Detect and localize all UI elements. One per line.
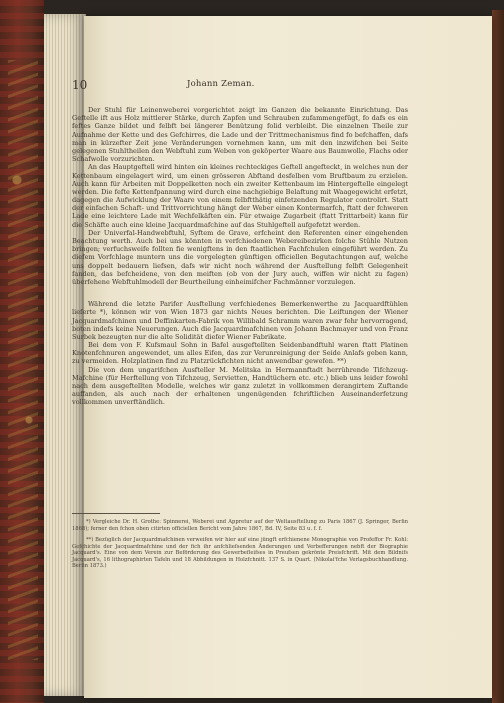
page-number: 10 xyxy=(72,78,88,92)
opposite-cover-edge xyxy=(492,10,504,703)
paragraph: Bei dem von F. Kufsmaul Sohn in Bafel ausgeftellten Seidenbandftuhl waren ftatt Platinen Knotenfchnuren angewendet, um alles Eifen, das zur Verunreinigung der Seide Anlafs geben kann, zu vermeiden. Holzplatinen find zu Platzrückfichten nicht anwendbar gewefen. **) xyxy=(72,341,408,366)
running-head: Johann Zeman. xyxy=(187,79,255,89)
paragraph: An das Hauptgeftell wird hinten ein kleines rechteckiges Geftell angefteckt, in welches nun der Kettenbaum eingelagert wird, um einen grösseren Abftand desfelben vom Bruftbaum zu erzielen. Auch kann für Arbeiten mit Doppelketten noch ein zweiter Kettenbaum im Hintergeftelle eingelegt werden. Die fefte Kettenfpannung wird durch eine nachgiebige Belaftung mit Waagegewicht erfetzt, dagegen die Aufwicklung der Waare von einem felbftthätig einfetzenden Regulator controlirt. Statt der einfachen Schaft- und Trittvorrichtung hängt der Weber einen Kontermarfch, ftatt der fchweren Lade eine leichtere Lade mit Wechfelkäften ein. Für etwaige Zugarbeit (ftatt Trittarbeit) kann für die Schäfte auch eine kleine Jacquardmafchine auf das Stuhlgeftell aufgefetzt werden. xyxy=(72,163,408,229)
footnote: *) Vergleiche Dr. H. Grothe: Spinnerei, Weberei und Appretur auf der Weltausftellung zu Paris 1867 (J. Springer, Berlin 1868); ferner den fchon oben citirten officiellen Bericht vom Jahre 1867, Bd. IV, Seite 83 u. f. f. xyxy=(72,519,408,532)
paragraph: Die von dem ungarifchen Ausfteller M. Melitska in Hermannftadt herrührende Tifchzeug-Mafchine (für Herftellung von Tifchzeug, Servietten, Handtüchern etc. etc.) blieb uns leider fowohl nach dem ausgeftellten Modelle, welches wir ganz zuletzt in vollkommen derangirtem Zuftande auffanden, als auch nach der erhaltenen ungenügenden fchriftlichen Auseinanderfetzung vollkommen unverftändlich. xyxy=(72,365,408,407)
paragraph: Während die letzte Parifer Ausftellung verfchiedenes Bemerkenwerthe zu Jacquardftühlen lieferte *), können wir von Wien 1873 gar nichts Neues berichten. Die Leiftungen der Wiener Jacquardmafchinen und Deffinkarten-Fabrik von Willibald Schramm waren zwar fehr hervorragend, boten indefs keine Neuerungen. Auch die Jacquardmafchinen von Johann Bachmayer und von Franz Surbek bezeugten nur die alte Solidität diefer Wiener Fabrikate. xyxy=(72,300,408,341)
page-header xyxy=(72,78,412,92)
paragraph: Der Univerfal-Handwebftuhl, Syftem de Grave, erfcheint den Referenten einer eingehenden Beachtung werth. Auch bei uns könnten in verfchiedenen Webereibezirken folche Stühle Nutzen bringen; verfuchsweife follten fie wenigftens in den ftaatlichen Fachfchulen eingeführt werden. Zu diefem Vorfchlage muntern uns die vorgelegten günftigen officiellen Begutachtungen auf, welche uns doppelt bedauern liefsen, dafs wir nicht noch während der Ausftellung felbft Gelegenheit fanden, das befcheidene, von den meiften (ob von der Jury auch, wiffen wir nicht zu fagen) überfehene Webftuhlmodell der Beurtheilung einheimifcher Fachmänner vorzulegen. xyxy=(72,228,408,286)
section-gap xyxy=(72,286,408,300)
paragraph: Der Stuhl für Leinenweberei vorgerichtet zeigt im Ganzen die bekannte Einrichtung. Das Geftelle ift aus Holz mittlerer Stärke, durch Zapfen und Schrauben zufammengefügt, fo dafs es ein feftes Ganze bildet und felbft bei längerer Benützung folid verbleibt. Die einzelnen Theile zur Aufnahme der Kette und des Gefchirres, die Lade und der Trittmechanismus find fo befchaffen, dafs man in kürzefter Zeit jene Veränderungen vornehmen kann, um mit den inzwifchen bei Seite gelegenen Stuhltheilen den Webftuhl zum Weben von geköperter Waare aus Baumwolle, Flachs oder Schafwolle vorzurichten. xyxy=(72,106,408,164)
book-spine xyxy=(0,0,44,703)
footnotes xyxy=(72,519,408,575)
marbled-cover-edge xyxy=(8,60,38,660)
main-text xyxy=(72,106,408,407)
footnote: **) Bezüglich der Jacquardmafchinen verweifen wir hier auf eine jüngft erfchienene Monographie von Profeffor Fr. Kohl: Gefchichte der Jacquardmafchine und der fich ihr anfchliefsenden Änderungen und Verbefferungen nebft der Biographie Jacquard's. Eine von dem Verein zur Beförderung des Gewerbefleifses in Preufsen gekrönte Preisfchrift. Mit dem Bildnifs Jacquard's, 16 lithographirten Tafeln und 18 Abbildungen in Holzfchnitt. 137 S. in Quart. (Nikolai'fche Verlagsbuchhandlung. Berlin 1873.) xyxy=(72,537,408,570)
footnote-divider xyxy=(72,513,160,514)
